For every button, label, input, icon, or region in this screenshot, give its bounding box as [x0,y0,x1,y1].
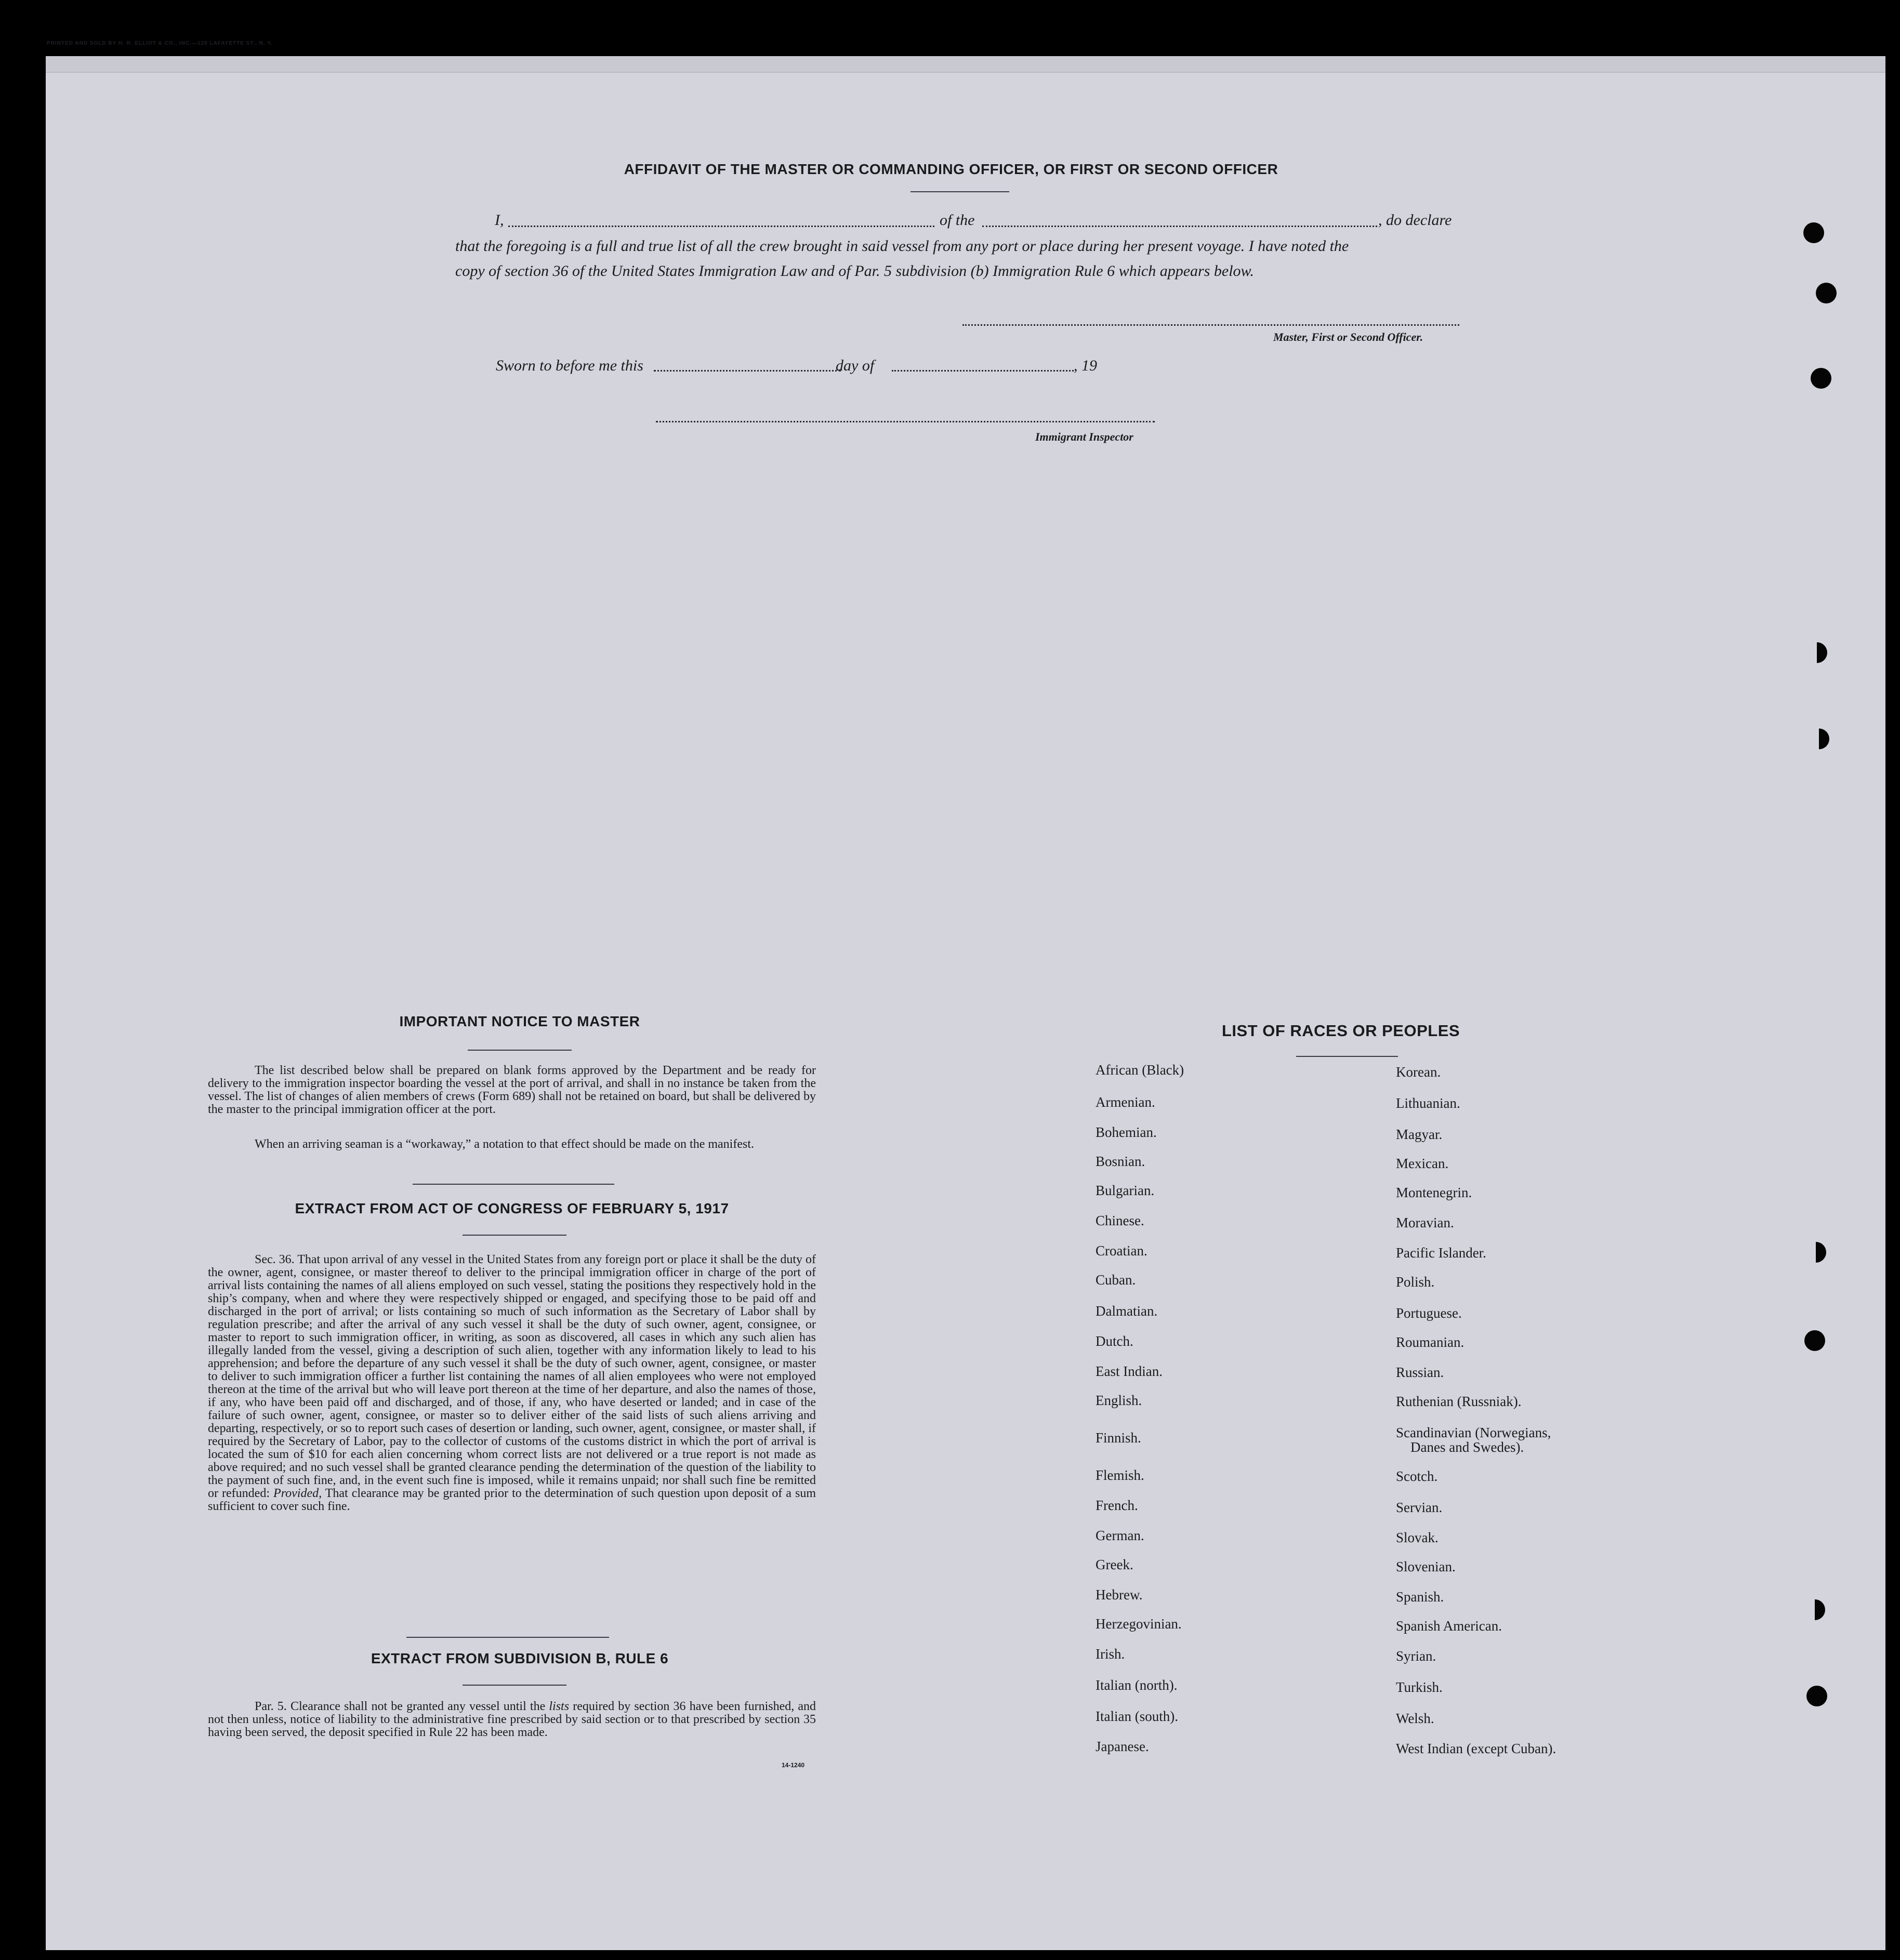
race-right: Portuguese. [1396,1305,1462,1321]
race-right: West Indian (except Cuban). [1396,1741,1556,1756]
race-left: Dalmatian. [1096,1303,1158,1319]
section-label: Sec. 36. [255,1253,295,1266]
race-right: Scotch. [1396,1468,1438,1484]
race-right: Mexican. [1396,1156,1449,1171]
affidavit-line1-of-the: of the [940,211,975,229]
race-right: Turkish. [1396,1679,1443,1695]
sworn-day-blank[interactable] [654,370,841,372]
race-left: East Indian. [1096,1363,1163,1379]
signature-caption: Master, First or Second Officer. [1273,330,1423,343]
race-left: Herzegovinian. [1096,1616,1182,1632]
inspector-signature-blank[interactable] [656,421,1155,422]
race-left: Greek. [1096,1557,1133,1572]
rule6-text-end: required by section 36 have been furnished, and not then unless, notice of liability to the administrative fine prescribed by said section or to that prescribed by section 35 having been served, the deposit specified in Rule 22 has been made. [208,1700,816,1739]
race-left: Bulgarian. [1096,1183,1155,1198]
provided-word: Provided, [273,1487,322,1500]
notice-paragraph-2: When an arriving seaman is a “workaway,” a notation to that effect should be made on the manifest. [255,1137,754,1151]
binder-hole-icon [1804,1330,1825,1351]
races-title: LIST OF RACES OR PEOPLES [1221,1022,1460,1040]
notice-title: IMPORTANT NOTICE TO MASTER [399,1013,640,1029]
sheet-top-edge [46,56,1885,73]
race-right: Spanish. [1396,1589,1444,1605]
affidavit-title: AFFIDAVIT OF THE MASTER OR COMMANDING OFFICER, OR FIRST OR SECOND OFFICER [624,161,1278,177]
race-left: Finnish. [1096,1430,1141,1446]
binder-hole-icon [1803,222,1824,243]
race-right-continued: Danes and Swedes). [1410,1439,1524,1455]
binder-hole-icon [1811,368,1831,389]
race-left: Bosnian. [1096,1154,1145,1169]
race-left: Croatian. [1096,1243,1147,1259]
affidavit-line3: copy of section 36 of the United States Immigration Law and of Par. 5 subdivision (b) Immigration Rule 6 which appears below. [455,262,1254,280]
race-left: Cuban. [1096,1272,1136,1288]
sworn-year: , 19 [1074,357,1097,374]
section-divider [413,1184,614,1185]
race-right: Slovenian. [1396,1559,1456,1574]
race-left: Hebrew. [1096,1587,1143,1603]
act-divider [463,1235,566,1236]
section-divider-2 [406,1637,609,1638]
races-divider [1296,1056,1398,1057]
section-text: That upon arrival of any vessel in the United States from any foreign port or place it shall be the duty of the owner, agent, consignee, or master thereof to deliver to the principal immigration officer in charge of the port of arrival lists containing the names of all aliens employed on such vessel, stating the positions they respectively hold in the ship’s company, when and where they were respectively shipped or engaged, and specifying those to be paid off and discharged in the port of arrival; or lists containing so much of such information as the Secretary of Labor shall by regulation prescribe; and after the arrival of any such vessel it shall be the duty of such owner, agent, consignee, or master to report to such immigration officer, in writing, as soon as discovered, all cases in which any such alien has illegally landed from the vessel, giving a description of such alien, together with any information likely to lead to his apprehension; and before the departure of any such vessel it shall be the duty of such owner, agent, consignee, or master to deliver to such immigration officer a further list containing the names of all alien employees who were not employed thereon at the time of the arrival but who will leave port thereon at the time of her departure, and also the names of those, if any, who have been paid off and discharged, and of those, if any, who have deserted or landed; and in case of the failure of such owner, agent, consignee, or master so to deliver either of the said lists of such aliens arriving and departing, respectively, or so to report such cases of desertion or landing, such owner, agent, consignee, or master shall, if required by the Secretary of Labor, pay to the collector of customs of the customs district in which the port of arrival is located the sum of $10 for each alien concerning whom correct lists are not delivered or a true report is not made as above required; and no such vessel shall be granted clearance pending the determination of the question of the liability to the payment of such fine, and, in the event such fine is imposed, while it remains unpaid; nor shall such fine be remitted or refunded: [208,1253,816,1500]
race-right: Welsh. [1396,1711,1434,1726]
race-left: German. [1096,1528,1144,1543]
race-right: Pacific Islander. [1396,1245,1486,1261]
rule6-paragraph [208,1700,816,1739]
act-title: EXTRACT FROM ACT OF CONGRESS OF FEBRUARY 5, 1917 [295,1200,729,1216]
race-right: Ruthenian (Russniak). [1396,1394,1522,1409]
race-right: Servian. [1396,1500,1443,1515]
race-right: Korean. [1396,1064,1441,1080]
binder-hole-icon [1806,1686,1827,1706]
sworn-month-blank[interactable] [892,370,1074,372]
rule6-text-start: Par. 5. Clearance shall not be granted any vessel until the [255,1700,546,1713]
race-right: Montenegrin. [1396,1185,1472,1200]
race-right: Slovak. [1396,1530,1439,1545]
race-right: Spanish American. [1396,1618,1502,1634]
sworn-day-of: day of [836,357,875,374]
notice-paragraph-1: The list described below shall be prepared on blank forms approved by the Department and be ready for delivery to the immigration inspector boarding the vessel at the port of arrival, and shall in no instance be taken from the vessel. The list of changes of alien members of crews (Form 689) shall not be retained on board, but shall be delivered by the master to the principal immigration officer at the port. [208,1064,816,1116]
race-right: Russian. [1396,1365,1444,1380]
affidavit-line1-declare: , do declare [1378,211,1452,229]
sworn-prefix: Sworn to before me this [496,357,643,374]
master-name-blank[interactable] [508,226,934,227]
affidavit-line1-i: I, [495,211,504,229]
race-right: Magyar. [1396,1127,1443,1142]
race-left: Armenian. [1096,1094,1155,1110]
rule6-title: EXTRACT FROM SUBDIVISION B, RULE 6 [371,1650,669,1666]
race-left: Chinese. [1096,1213,1144,1228]
race-left: French. [1096,1498,1138,1513]
race-left: African (Black) [1096,1062,1184,1078]
affidavit-line2: that the foregoing is a full and true list of all the crew brought in said vessel from any port or place during her present voyage. I have noted the [455,237,1349,255]
race-left: Dutch. [1096,1333,1133,1349]
section-text-end: That clearance may be granted prior to the determination of such question upon deposit of a sum sufficient to cover such fine. [208,1487,816,1513]
race-left: Irish. [1096,1646,1125,1662]
form-number: 14-1240 [782,1762,805,1769]
race-right: Scandinavian (Norwegians, [1396,1425,1551,1440]
race-left: Bohemian. [1096,1124,1157,1140]
race-left: Japanese. [1096,1739,1149,1754]
notice-divider [468,1050,572,1051]
lists-word: lists [549,1700,570,1713]
race-left: Italian (south). [1096,1709,1178,1724]
vessel-name-blank[interactable] [982,226,1377,227]
act-section-36 [208,1253,816,1513]
rule6-divider [463,1685,566,1686]
title-divider [911,191,1009,192]
race-right: Moravian. [1396,1215,1454,1230]
race-right: Syrian. [1396,1648,1436,1664]
race-left: Italian (north). [1096,1677,1178,1693]
race-left: Flemish. [1096,1467,1144,1483]
race-right: Polish. [1396,1274,1435,1290]
race-right: Roumanian. [1396,1334,1464,1350]
binder-hole-icon [1816,283,1837,303]
race-left: English. [1096,1393,1142,1408]
master-signature-blank[interactable] [962,324,1459,326]
race-right: Lithuanian. [1396,1095,1460,1111]
printer-imprint: PRINTED AND SOLD BY H. R. ELLIOT & CO., INC.—129 LAFAYETTE ST., N. Y. [47,41,273,46]
inspector-caption: Immigrant Inspector [1035,430,1133,443]
